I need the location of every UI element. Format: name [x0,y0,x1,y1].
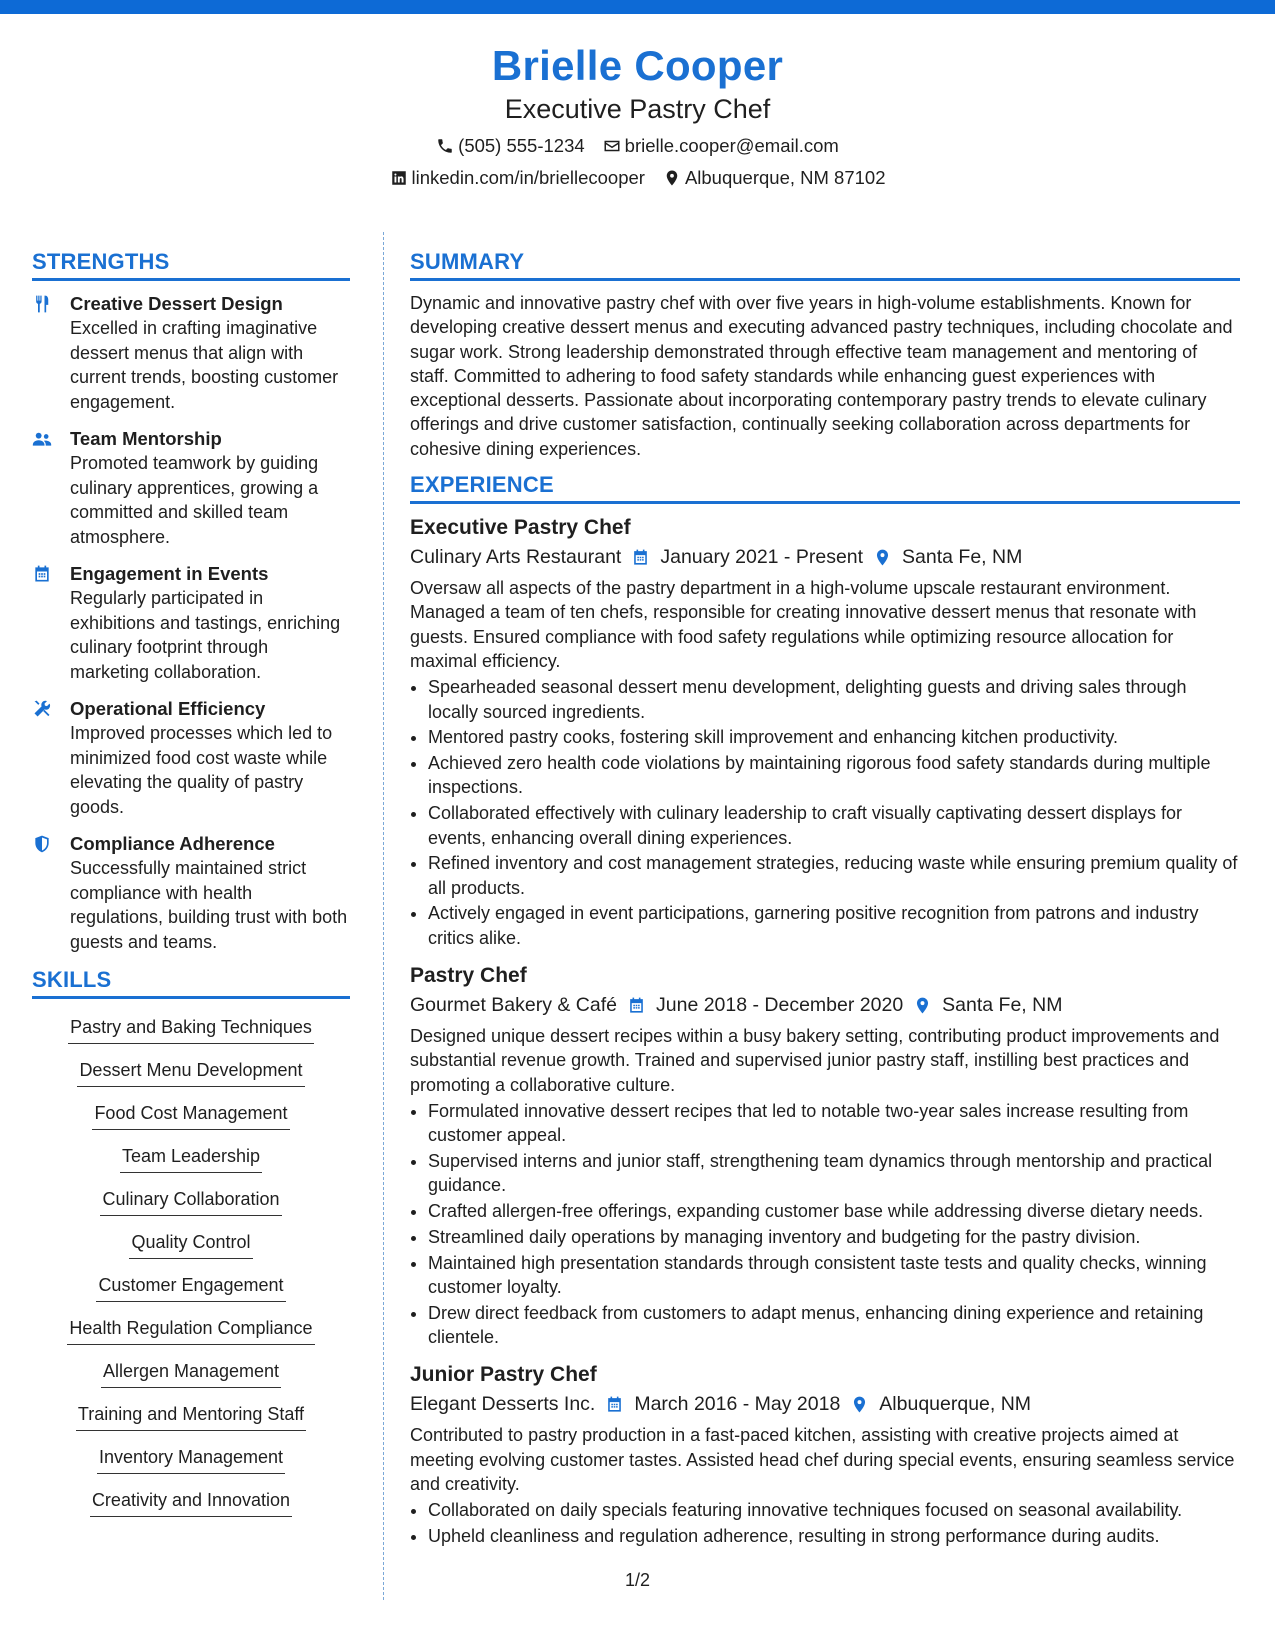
skill-item: Customer Engagement [96,1273,285,1302]
job-meta [410,990,1240,1020]
phone-contact[interactable] [436,134,585,158]
email-text: brielle.cooper@email.com [624,135,839,156]
skill-item: Team Leadership [120,1144,262,1173]
job-bullets [410,1099,1240,1349]
strength-item [32,426,350,549]
strength-item [32,561,350,684]
job-location: Albuquerque, NM [879,1393,1032,1416]
job-title: Junior Pastry Chef [410,1363,597,1387]
job-title: Executive Pastry Chef [410,516,631,540]
calendar-icon [605,1395,624,1414]
tools-icon [32,699,52,719]
summary-heading: SUMMARY [410,248,1240,281]
job-company: Culinary Arts Restaurant [410,546,622,569]
map-pin-icon [873,548,892,567]
utensils-icon [32,294,52,314]
location-contact [663,166,886,190]
linkedin-text: linkedin.com/in/briellecooper [411,167,645,188]
bullet-item: • Spearheaded seasonal dessert menu development, delighting guests and driving sales through locally sourced ingredients. [428,675,1240,724]
skill-item: Inventory Management [97,1445,285,1474]
phone-text: (505) 555-1234 [458,135,585,156]
envelope-icon [603,137,621,155]
skill-item: Pastry and Baking Techniques [68,1015,314,1044]
job-location: Santa Fe, NM [942,994,1063,1017]
skill-item: Creativity and Innovation [90,1488,292,1517]
strength-desc: Successfully maintained strict compliance with health regulations, building trust with both guests and teams. [70,858,348,952]
bullet-item: • Upheld cleanliness and regulation adherence, resulting in strong performance during audits. [428,1524,1240,1548]
experience-heading: EXPERIENCE [410,471,1240,504]
job-company: Gourmet Bakery & Café [410,994,617,1017]
job-location: Santa Fe, NM [902,546,1023,569]
top-accent-bar [0,0,1275,14]
skill-item: Dessert Menu Development [77,1058,304,1087]
summary-text: Dynamic and innovative pastry chef with over five years in high-volume establishments. Known for developing creative dessert menus and executing advanced pastry techniques, including chocolate and sugar work. Strong leadership demonstrated through effective team management and mentoring of staff. Committed to adhering to food safety standards while enhancing guest experiences with exceptional desserts. Passionate about incorporating contemporary pastry trends to elevate culinary offerings and drive customer satisfaction, continually seeking collaboration across departments for cohesive dining experiences. [410,293,1233,459]
location-text: Albuquerque, NM 87102 [684,167,886,188]
contact-row-2 [0,166,1275,190]
candidate-name: Brielle Cooper [491,42,784,89]
column-divider [383,232,384,1600]
map-pin-icon [913,996,932,1015]
resume-header [0,40,1275,190]
job-description: Oversaw all aspects of the pastry department in a high-volume upscale restaurant environment. Managed a team of ten chefs, responsible for creating innovative dessert menus that resonate with guests. Ensured compliance with food safety regulations while optimizing resource allocation for maximal efficiency. [410,578,1197,671]
bullet-item: • Maintained high presentation standards through consistent taste tests and quality checks, winning customer loyalty. [428,1251,1240,1300]
bullet-item: • Crafted allergen-free offerings, expanding customer base while addressing diverse dietary needs. [428,1199,1240,1223]
bullet-item: • Streamlined daily operations by managing inventory and budgeting for the pastry division. [428,1225,1240,1249]
skill-item: Health Regulation Compliance [67,1316,314,1345]
calendar-icon [627,996,646,1015]
users-icon [32,429,52,449]
job-entry [410,1361,1240,1548]
job-dates: March 2016 - May 2018 [634,1393,841,1416]
job-entry [410,962,1240,1349]
bullet-item: • Collaborated on daily specials featuring innovative techniques focused on seasonal availability. [428,1498,1240,1522]
job-description: Contributed to pastry production in a fast-paced kitchen, assisting with creative projects aimed at meeting evolving customer tastes. Assisted head chef during special events, ensuring seamless service and creativity. [410,1425,1235,1494]
bullet-item: • Refined inventory and cost management strategies, reducing waste while ensuring premium quality of all products. [428,851,1240,900]
strength-desc: Excelled in crafting imaginative dessert menus that align with current trends, boosting customer engagement. [70,318,339,412]
calendar-icon [32,564,52,584]
job-bullets [410,675,1240,950]
candidate-title: Executive Pastry Chef [504,94,771,124]
map-pin-icon [850,1395,869,1414]
skill-item: Training and Mentoring Staff [76,1402,306,1431]
contact-row-1 [0,134,1275,158]
strength-title: Operational Efficiency [70,698,266,719]
job-dates: January 2021 - Present [660,546,864,569]
bullet-item: • Formulated innovative dessert recipes that led to notable two-year sales increase resulting from customer appeal. [428,1099,1240,1148]
job-bullets [410,1498,1240,1548]
skills-list [32,1009,350,1525]
bullet-item: • Mentored pastry cooks, fostering skill improvement and enhancing kitchen productivity. [428,725,1240,749]
left-column [32,248,350,1525]
job-title: Pastry Chef [410,964,527,988]
bullet-item: • Achieved zero health code violations by maintaining rigorous food safety standards during multiple inspections. [428,751,1240,800]
strength-desc: Improved processes which led to minimized food cost waste while elevating the quality of pastry goods. [70,723,333,817]
phone-icon [436,137,454,155]
strengths-heading: STRENGTHS [32,248,350,281]
bullet-item: • Actively engaged in event participations, garnering positive recognition from patrons and industry critics alike. [428,901,1240,950]
map-pin-icon [663,169,681,187]
job-company: Elegant Desserts Inc. [410,1393,596,1416]
strength-title: Creative Dessert Design [70,293,283,314]
shield-icon [32,834,52,854]
strength-item [32,696,350,819]
job-meta [410,542,1240,572]
job-dates: June 2018 - December 2020 [656,994,904,1017]
skill-item: Culinary Collaboration [100,1187,281,1216]
strength-item [32,291,350,414]
skill-item: Food Cost Management [92,1101,289,1130]
skill-item: Quality Control [129,1230,252,1259]
calendar-icon [631,548,650,567]
skills-heading: SKILLS [32,966,350,999]
email-contact[interactable] [603,134,839,158]
strength-desc: Promoted teamwork by guiding culinary apprentices, growing a committed and skilled team atmosphere. [70,453,319,547]
strength-title: Team Mentorship [70,428,222,449]
right-column [410,248,1240,1560]
strength-title: Compliance Adherence [70,833,275,854]
linkedin-icon [390,169,408,187]
bullet-item: • Drew direct feedback from customers to adapt menus, enhancing dining experience and retaining clientele. [428,1301,1240,1350]
linkedin-contact[interactable] [390,166,645,190]
strength-desc: Regularly participated in exhibitions and tastings, enriching culinary footprint through marketing collaboration. [70,588,341,682]
job-meta [410,1389,1240,1419]
job-description: Designed unique dessert recipes within a busy bakery setting, contributing product improvements and substantial revenue growth. Trained and supervised junior pastry staff, instilling best practices and promoting a collaborative culture. [410,1026,1220,1095]
page-number: 1/2 [624,1570,651,1590]
job-entry [410,514,1240,950]
skill-item: Allergen Management [101,1359,281,1388]
bullet-item: • Collaborated effectively with culinary leadership to craft visually captivating dessert displays for events, enhancing overall dining experiences. [428,801,1240,850]
bullet-item: • Supervised interns and junior staff, strengthening team dynamics through mentorship and practical guidance. [428,1149,1240,1198]
strength-title: Engagement in Events [70,563,269,584]
strength-item [32,831,350,954]
